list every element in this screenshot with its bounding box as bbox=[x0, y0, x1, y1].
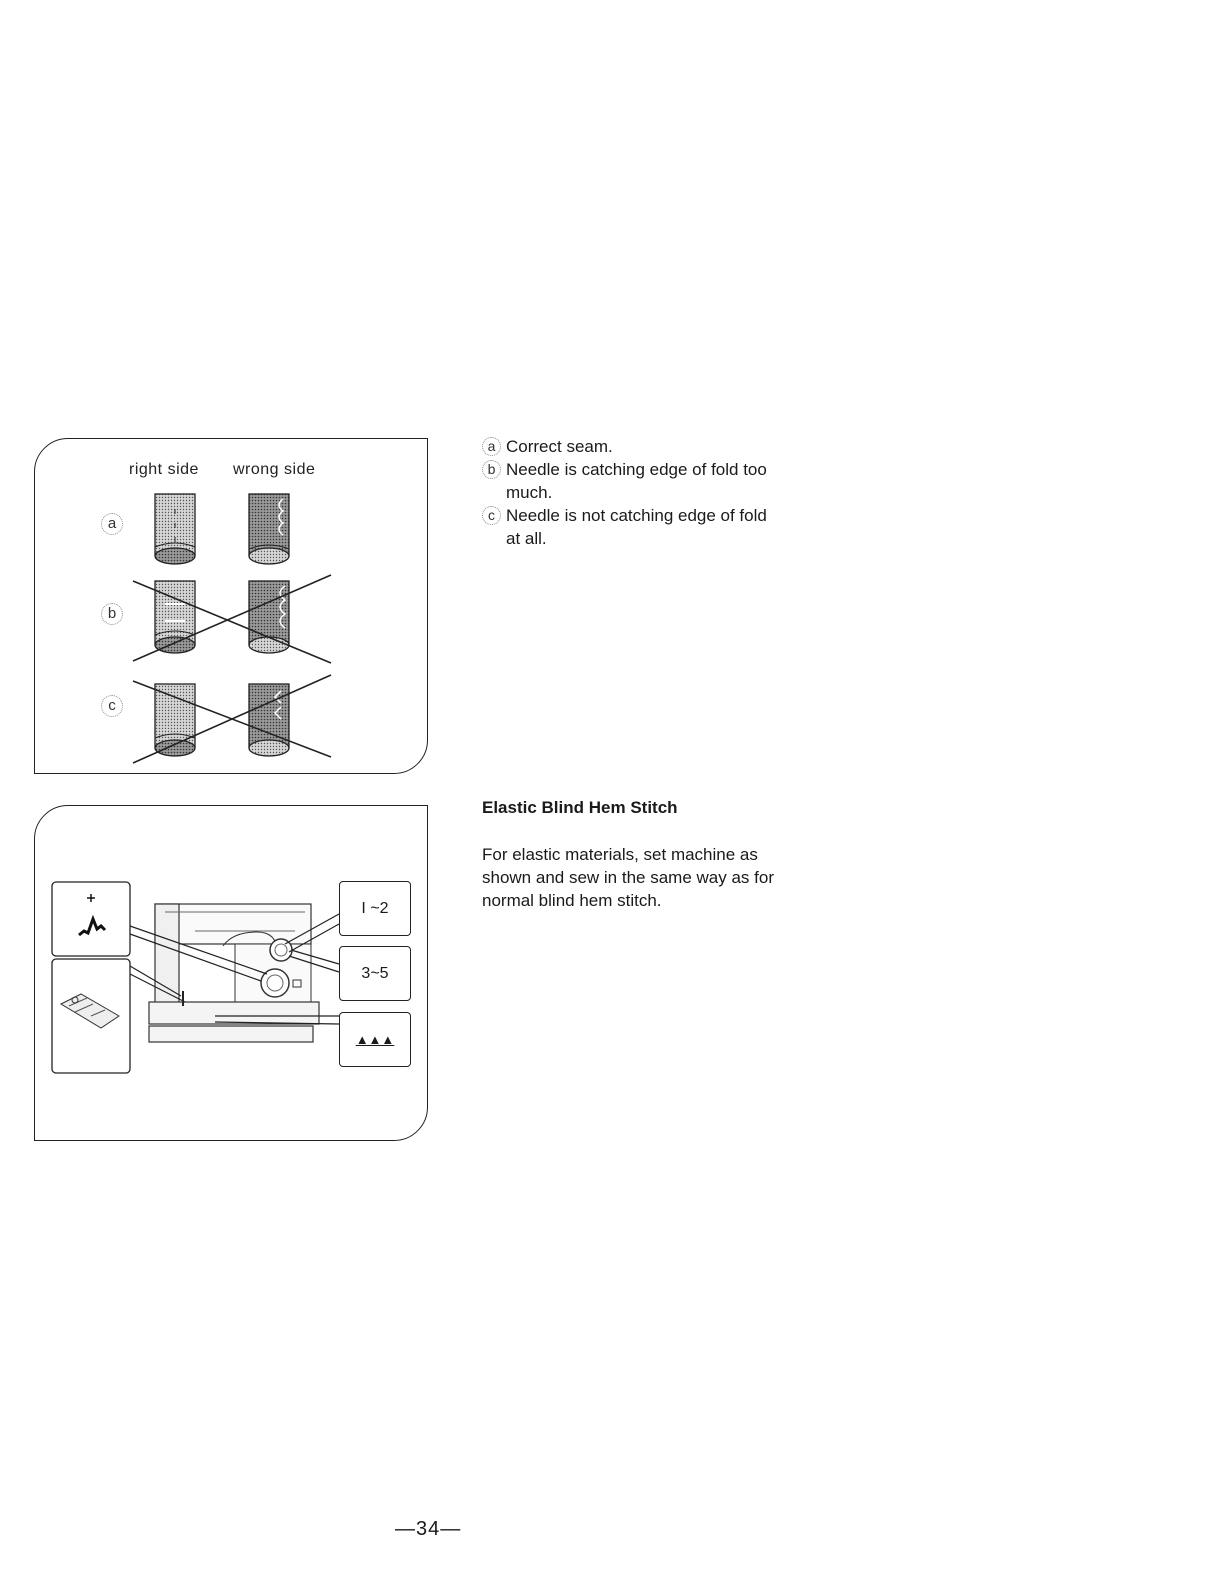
blind-hem-results-figure bbox=[34, 438, 428, 774]
stitch-length-setting: I ~2 bbox=[339, 881, 411, 936]
section-body: For elastic materials, set machine as shown and sew in the same way as for normal blind hem stitch. bbox=[482, 845, 774, 910]
legend-mark-a: a bbox=[482, 437, 501, 456]
tube-b-wrong-side-icon bbox=[249, 581, 289, 653]
legend-item-b bbox=[482, 458, 782, 504]
machine-settings-figure bbox=[34, 805, 428, 1141]
result-legend bbox=[482, 435, 782, 550]
column-label-wrong-side: wrong side bbox=[233, 461, 316, 478]
legend-item-c bbox=[482, 504, 782, 550]
sewing-machine-icon bbox=[149, 904, 319, 1042]
column-label-right-side: right side bbox=[129, 461, 199, 478]
legend-item-a bbox=[482, 435, 782, 458]
legend-text-a: Correct seam. bbox=[506, 437, 613, 456]
row-label-c: c bbox=[101, 695, 123, 717]
page-number: —34— bbox=[395, 1518, 462, 1540]
tube-c-wrong-side-icon bbox=[249, 684, 289, 756]
feed-dog-setting: ▲▲▲ bbox=[339, 1012, 411, 1067]
legend-mark-c: c bbox=[482, 506, 501, 525]
stitch-width-setting: 3~5 bbox=[339, 946, 411, 1001]
legend-text-b: Needle is catching edge of fold too much. bbox=[506, 460, 767, 502]
row-label-a: a bbox=[101, 513, 123, 535]
blind-hem-stitch-icon bbox=[52, 882, 130, 956]
section-title: Elastic Blind Hem Stitch bbox=[482, 798, 678, 817]
tube-a-wrong-side-icon bbox=[249, 494, 289, 564]
fabric-tubes-illustration bbox=[35, 439, 427, 773]
legend-text-c: Needle is not catching edge of fold at all. bbox=[506, 506, 767, 548]
presser-foot-icon bbox=[52, 959, 130, 1073]
row-label-b: b bbox=[101, 603, 123, 625]
legend-mark-b: b bbox=[482, 460, 501, 479]
tube-a-right-side-icon bbox=[155, 494, 195, 564]
